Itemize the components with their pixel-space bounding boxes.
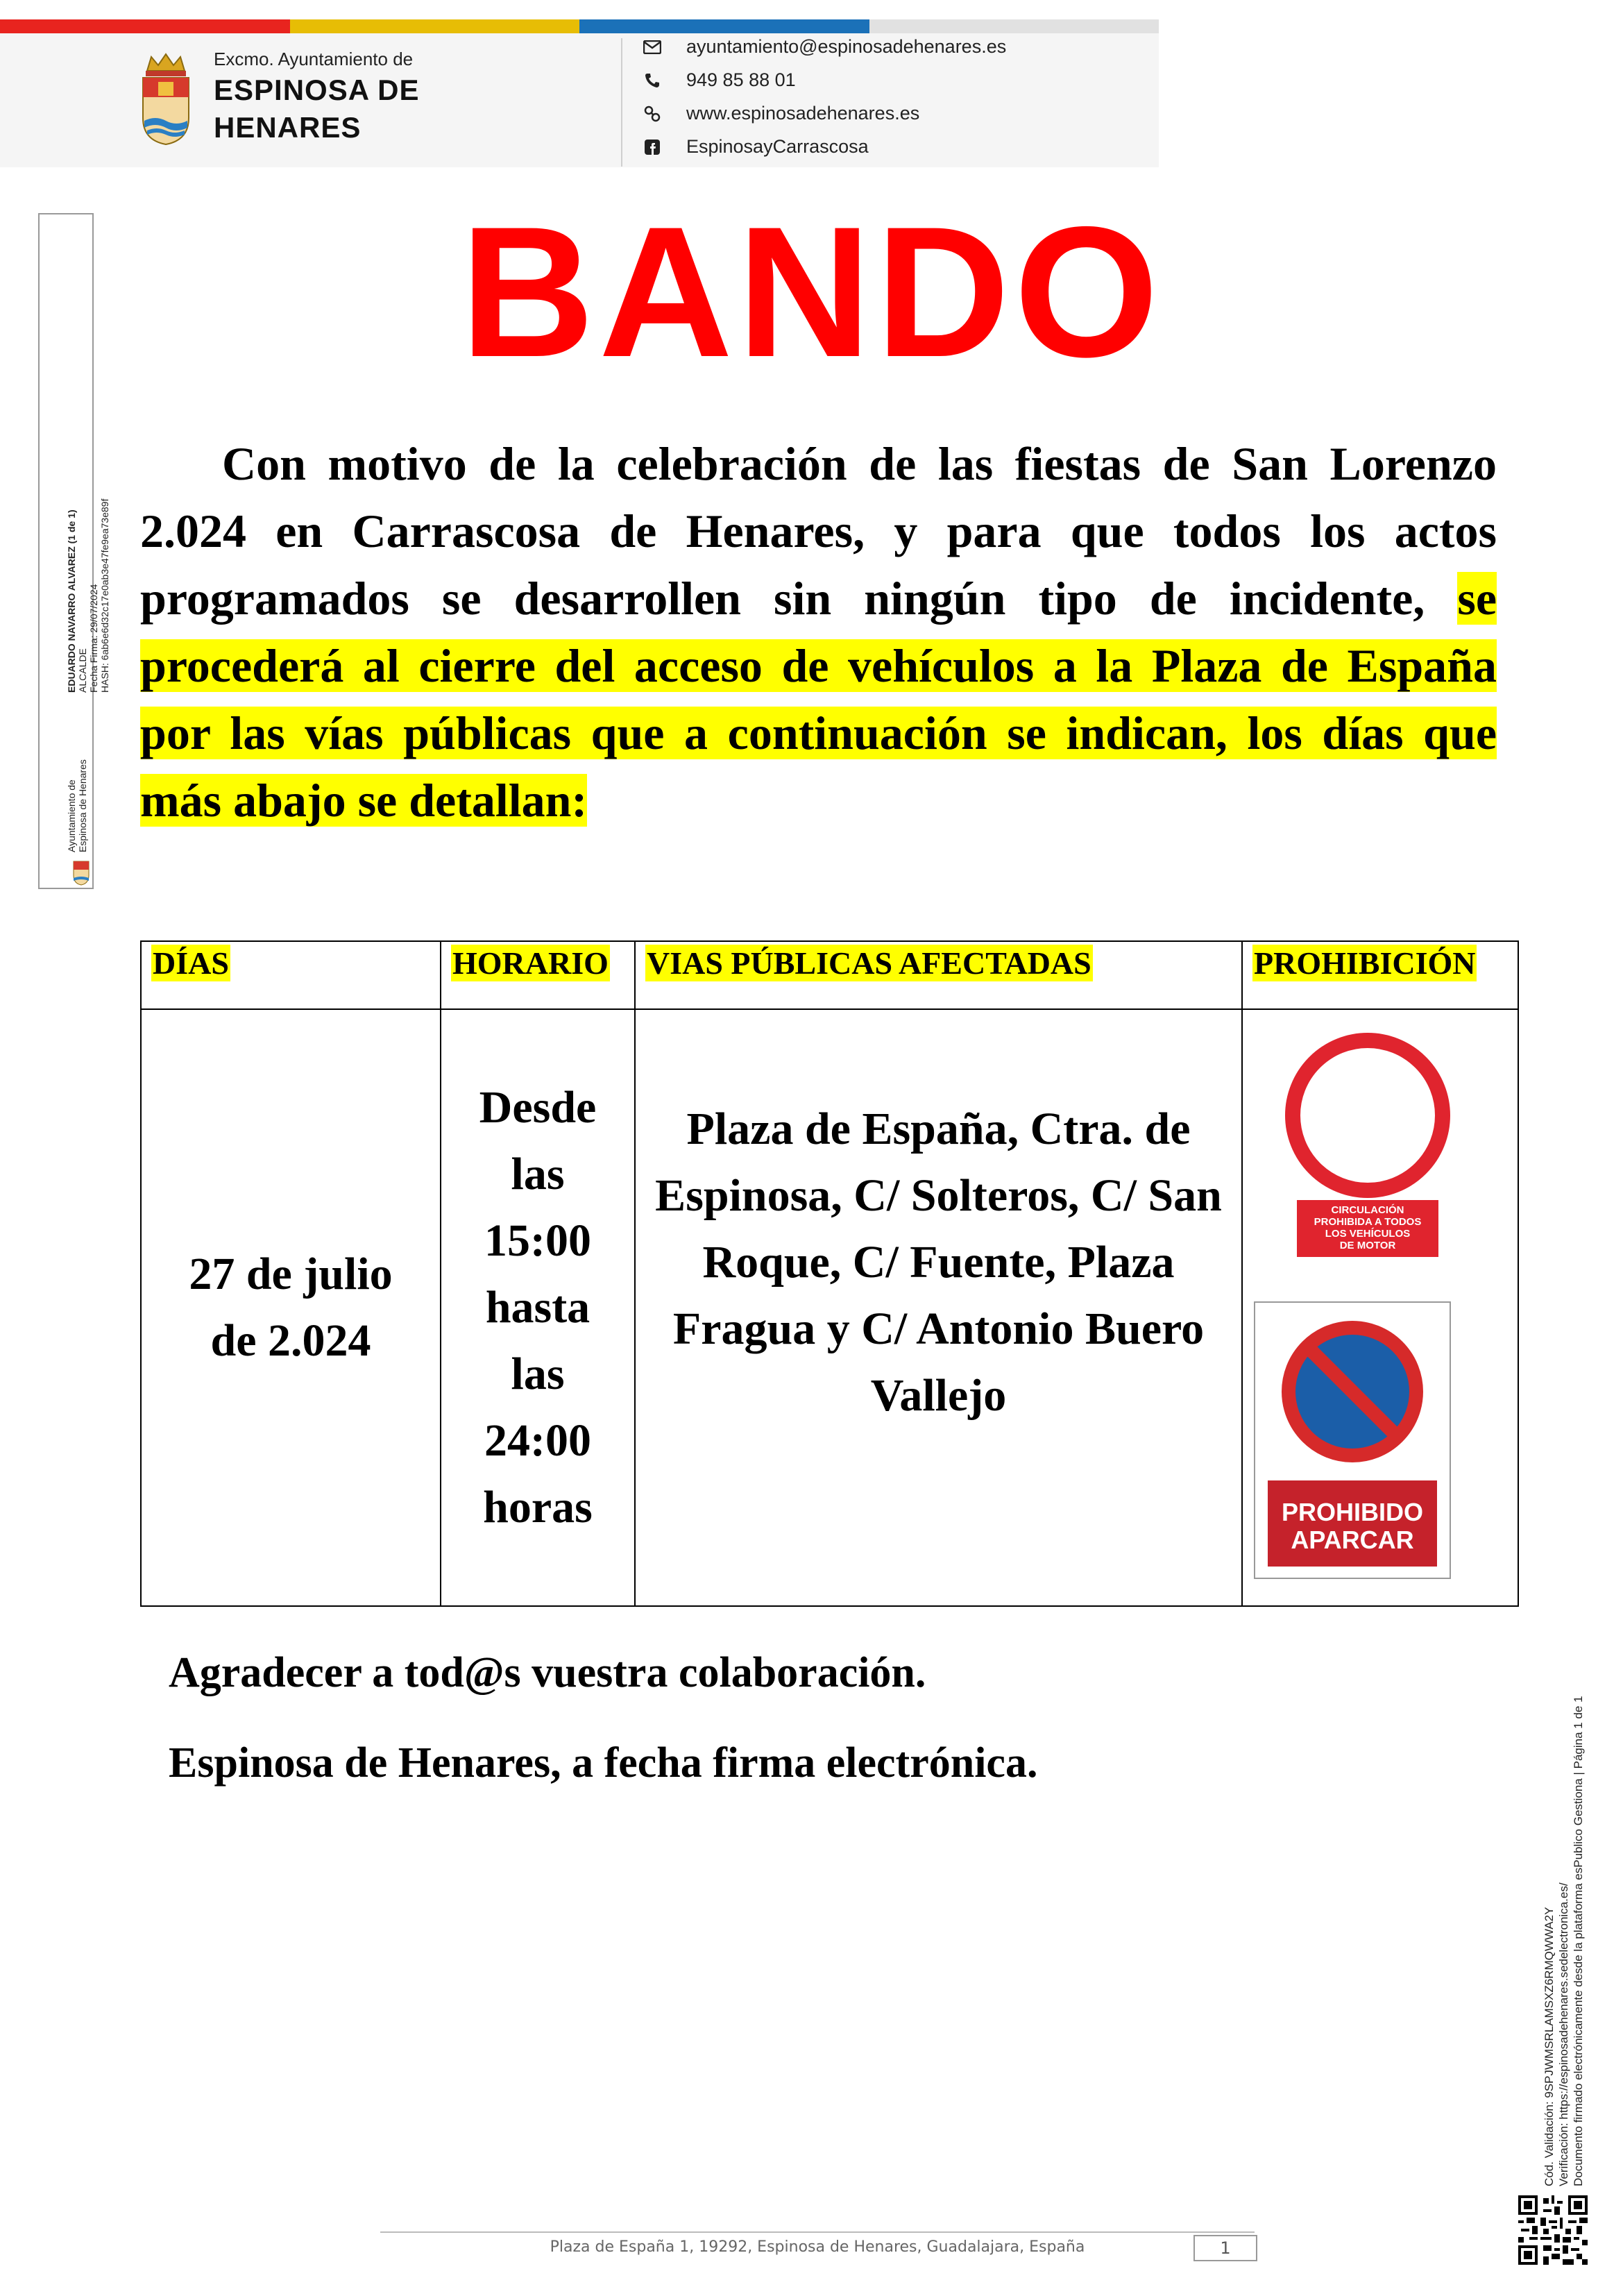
contact-web bbox=[642, 103, 919, 124]
validation-url: Verificación: https://espinosadehenares.sedelectronica.es/ bbox=[1557, 1882, 1570, 2186]
table-row bbox=[141, 1009, 1518, 1606]
closure-table bbox=[140, 940, 1519, 1607]
hours-line: hasta bbox=[485, 1282, 590, 1333]
facebook-icon bbox=[642, 137, 663, 158]
header-prohibition bbox=[1242, 941, 1518, 1009]
stamp-role: ALCALDE bbox=[77, 648, 88, 693]
hours-line: las bbox=[511, 1149, 565, 1199]
sign2-text-line: PROHIBIDO bbox=[1281, 1498, 1423, 1526]
signoff-text: Espinosa de Henares, a fecha firma electrónica. bbox=[169, 1739, 1038, 1787]
color-bar-yellow bbox=[290, 19, 580, 33]
intro-plain-text: Con motivo de la celebración de las fiestas de San Lorenzo 2.024 en Carrascosa de Henares, y para que todos los actos programados se desarrollen sin ningún tipo de incidente, bbox=[140, 437, 1497, 625]
header-streets bbox=[635, 941, 1242, 1009]
page-title: BANDO bbox=[460, 187, 1163, 396]
hours-line: las bbox=[511, 1349, 565, 1399]
cell-days bbox=[141, 1009, 441, 1606]
cell-streets bbox=[635, 1009, 1242, 1606]
page-number: 1 bbox=[1193, 2235, 1257, 2261]
hours-line: Desde bbox=[479, 1082, 597, 1133]
contact-facebook-text: EspinosayCarrascosa bbox=[686, 136, 869, 157]
stamp-signer: EDUARDO NAVARRO ALVAREZ (1 de 1) bbox=[66, 509, 77, 693]
streets-text: Plaza de España, Ctra. de Espinosa, C/ Solteros, C/ San Roque, C/ Fuente, Plaza Fragua y C/ Antonio Buero Vallejo bbox=[655, 1104, 1222, 1421]
header-hours bbox=[441, 941, 635, 1009]
header-hours-label: HORARIO bbox=[452, 945, 609, 981]
hours-line: horas bbox=[483, 1482, 593, 1533]
header-days bbox=[141, 941, 441, 1009]
envelope-icon bbox=[642, 37, 663, 58]
contact-web-text: www.espinosadehenares.es bbox=[686, 103, 920, 124]
color-bar-blue bbox=[579, 19, 869, 33]
org-name-line2: HENARES bbox=[214, 111, 362, 144]
stamp-hash: HASH: 6ab6e6d32c17e0ab3e47fe9ea73e89f bbox=[99, 498, 110, 693]
footer-address: Plaza de España 1, 19292, Espinosa de Henares, Guadalajara, España bbox=[550, 2238, 1085, 2256]
sign1-text-line: LOS VEHÍCULOS bbox=[1325, 1228, 1411, 1240]
hours-line: 15:00 bbox=[484, 1215, 591, 1266]
header-prohibition-label: PROHIBICIÓN bbox=[1254, 945, 1476, 981]
qr-code-icon bbox=[1518, 2195, 1588, 2265]
stamp-coat-of-arms-icon bbox=[71, 856, 92, 886]
org-prefix: Excmo. Ayuntamiento de bbox=[214, 49, 414, 69]
color-bar-red bbox=[0, 19, 290, 33]
stamp-org-line1: Ayuntamiento de bbox=[66, 779, 77, 852]
contact-phone bbox=[642, 69, 796, 91]
no-motor-vehicles-sign bbox=[1271, 1018, 1465, 1258]
thanks-text: Agradecer a tod@s vuestra colaboración. bbox=[169, 1649, 926, 1696]
validation-text bbox=[1542, 1687, 1586, 2186]
cell-prohibition-signs bbox=[1242, 1009, 1518, 1606]
validation-code: Cód. Validación: 9SPJWMSRLAMSXZ6RMQWWA2Y bbox=[1543, 1907, 1556, 2186]
header-color-bar bbox=[0, 19, 1159, 33]
validation-note: Documento firmado electrónicamente desde la plataforma esPublico Gestiona | Página 1 de 1 bbox=[1572, 1696, 1585, 2186]
org-name-line1: ESPINOSA DE bbox=[214, 74, 420, 106]
stamp-date: Fecha Firma: 29/07/2024 bbox=[88, 584, 99, 693]
intro-paragraph bbox=[140, 430, 1497, 834]
contact-email bbox=[642, 36, 1006, 58]
phone-icon bbox=[642, 70, 663, 91]
cell-hours bbox=[441, 1009, 635, 1606]
hours-line: 24:00 bbox=[484, 1415, 591, 1466]
header-days-label: DÍAS bbox=[153, 945, 229, 981]
contact-phone-text: 949 85 88 01 bbox=[686, 69, 796, 90]
header-streets-label: VIAS PÚBLICAS AFECTADAS bbox=[647, 945, 1091, 981]
link-icon bbox=[642, 103, 663, 124]
letterhead-divider bbox=[621, 38, 622, 167]
stamp-org-line2: Espinosa de Henares bbox=[77, 759, 88, 852]
days-text: 27 de julio de 2.024 bbox=[189, 1249, 393, 1366]
contact-email-text: ayuntamiento@espinosadehenares.es bbox=[686, 36, 1007, 57]
sign1-text-line: PROHIBIDA A TODOS bbox=[1314, 1216, 1422, 1228]
sign1-text-line: DE MOTOR bbox=[1339, 1240, 1396, 1251]
contact-facebook bbox=[642, 136, 869, 158]
no-parking-sign bbox=[1254, 1301, 1451, 1579]
table-header-row bbox=[141, 941, 1518, 1009]
intro-highlighted-text: se procederá al cierre del acceso de vehículos a la Plaza de España por las vías públicas que a continuación se indican, los días que más abajo se detallan: bbox=[140, 572, 1497, 827]
sign2-text-line: APARCAR bbox=[1291, 1526, 1414, 1554]
color-bar-grey bbox=[869, 19, 1159, 33]
coat-of-arms-icon bbox=[137, 51, 194, 146]
sign1-text-line: CIRCULACIÓN bbox=[1331, 1204, 1404, 1216]
footer-divider bbox=[380, 2231, 1255, 2233]
